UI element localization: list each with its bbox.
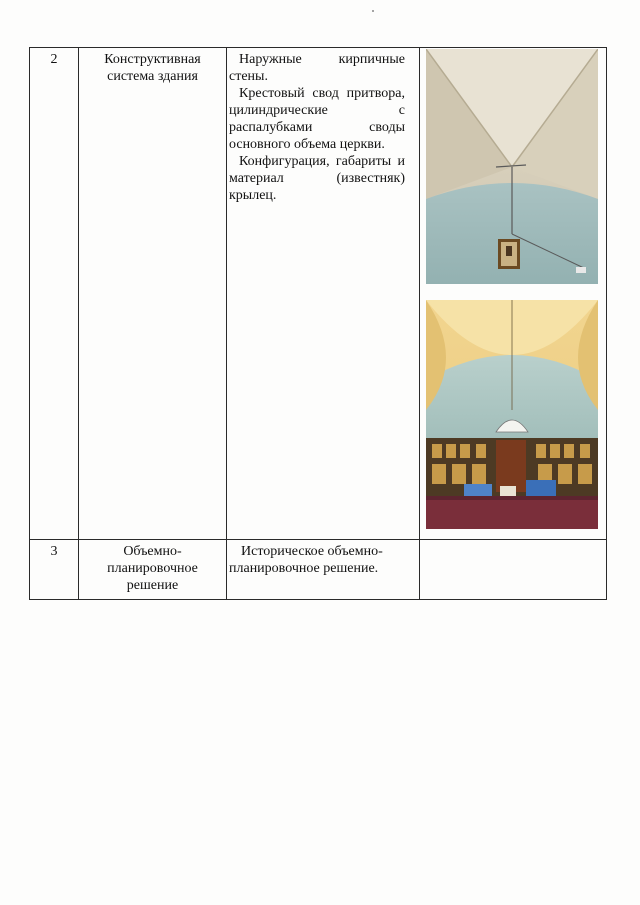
description-paragraph: Конфигурация, габариты и материал (известняк) крылец. — [229, 154, 405, 203]
vault-ceiling-photo — [426, 49, 598, 284]
scan-speck — [372, 10, 374, 12]
church-interior-iconostasis-photo — [426, 300, 598, 529]
row-description — [227, 48, 420, 540]
protection-subject-table — [29, 47, 607, 600]
row-name: Конструктивная система здания — [79, 48, 227, 540]
row-number: 2 — [30, 48, 79, 540]
description-paragraph: Историческое объемно-планировочное решение. — [229, 544, 383, 576]
row-photos-empty — [420, 540, 607, 600]
row-name: Объемно-планировочное решение — [79, 540, 227, 600]
table-row — [30, 540, 607, 600]
row-number: 3 — [30, 540, 79, 600]
description-paragraph: Наружные кирпичные стены. — [229, 52, 405, 84]
row-description — [227, 540, 420, 600]
row-photos — [420, 48, 607, 540]
description-paragraph: Крестовый свод притвора, цилиндрические с распалубками своды основного объема церкви. — [229, 86, 405, 152]
table-row — [30, 48, 607, 540]
